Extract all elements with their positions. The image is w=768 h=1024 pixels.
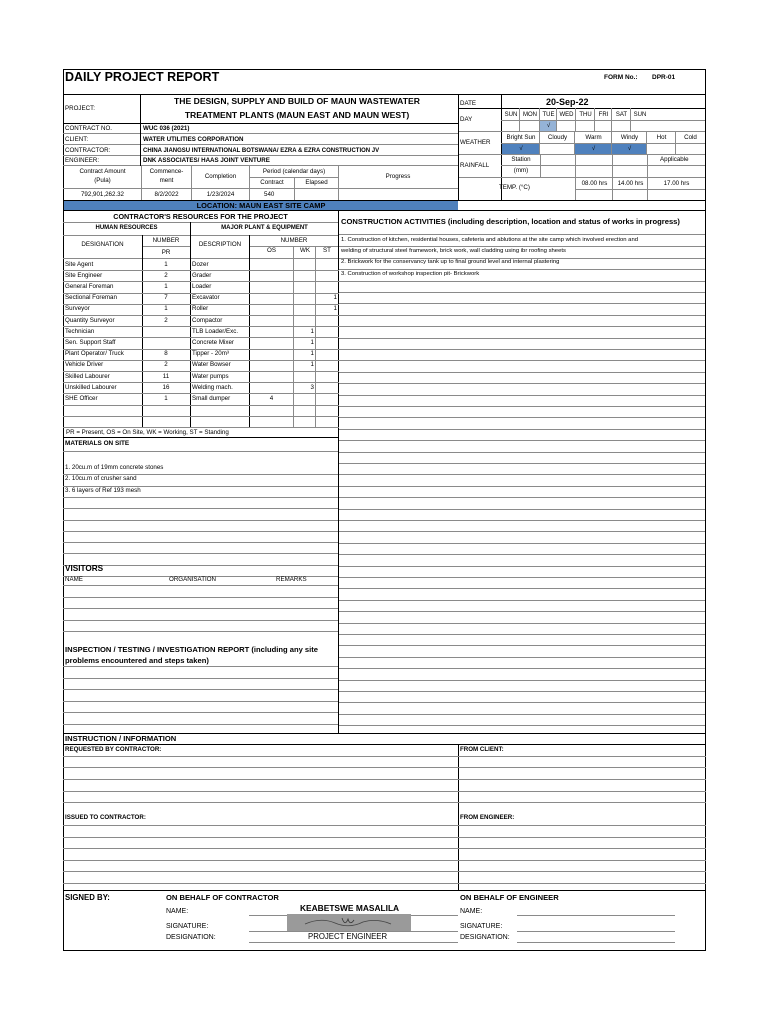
visitor-remarks-header: REMARKS (276, 576, 307, 583)
activity-row-line (339, 360, 705, 361)
activity-row-line (339, 303, 705, 304)
rain-applicable-label: Applicable (660, 156, 689, 163)
st-header: ST (323, 247, 331, 254)
client-label: CLIENT: (65, 136, 89, 143)
weather-checked-mark: √ (591, 146, 596, 152)
contract-amount-label-2: (Pula) (94, 177, 111, 184)
plant-description: Tipper - 20m³ (192, 350, 229, 358)
resource-designation: Plant Operator/ Truck (65, 350, 124, 358)
completion-label: Completion (204, 173, 237, 180)
weather-option-hot: Hot (656, 134, 667, 141)
weather-option-cold: Cold (684, 134, 697, 141)
engineer-signature-label: SIGNATURE: (460, 923, 503, 930)
resource-pr-count: 2 (164, 361, 168, 369)
activity-row-line (339, 429, 705, 430)
rain-station-label: Station (511, 156, 531, 163)
plant-description: Small dumper (192, 394, 231, 402)
activity-row-line (339, 281, 705, 282)
activity-row-line (339, 486, 705, 487)
project-title-line-1: THE DESIGN, SUPPLY AND BUILD OF MAUN WASTEWATER (174, 96, 420, 106)
plant-description: Water pumps (192, 372, 229, 380)
activities-title: CONSTRUCTION ACTIVITIES (including description, location and status of works in progress) (341, 217, 680, 226)
inspection-row-line (63, 678, 339, 679)
instruction-row-line (63, 837, 706, 838)
weather-option-warm: Warm (585, 134, 602, 141)
resource-pr-count: 2 (164, 271, 168, 279)
material-line: 1. 20cu.m of 19mm concrete stones (65, 464, 164, 471)
visitor-row-line (63, 608, 339, 609)
period-label: Period (calendar days) (262, 168, 326, 175)
day-sat: SAT (615, 112, 628, 118)
plant-description: Grader (192, 271, 212, 279)
instruction-row-line (63, 825, 706, 826)
resource-row-line (63, 405, 339, 406)
commencement-label-2: ment (159, 177, 174, 184)
resource-pr-count: 7 (164, 294, 168, 302)
activity-row-line (339, 588, 705, 589)
visitor-row-line (63, 620, 339, 621)
instruction-row-line (63, 791, 706, 792)
resource-designation: Unskilled Labourer (65, 383, 117, 391)
contract-amount: 792,901,262.32 (80, 191, 124, 198)
completion-date: 1/23/2024 (206, 191, 235, 198)
activity-row-line (339, 463, 705, 464)
period-elapsed-label: Elapsed (305, 179, 328, 186)
activity-row-line (339, 611, 705, 612)
plant-equipment-title: MAJOR PLANT & EQUIPMENT (221, 225, 308, 231)
activity-row-line (339, 440, 705, 441)
activity-row-line (339, 634, 705, 635)
period-contract-label: Contract (260, 179, 284, 186)
activity-line: 2. Brickwork for the conservancy tank up to final ground level and internal plastering (341, 259, 560, 266)
resource-designation: Surveyor (65, 305, 90, 313)
resource-row-line (63, 416, 339, 417)
activity-row-line (339, 406, 705, 407)
weather-option-bright-sun: Bright Sun (506, 134, 536, 141)
activity-row-line (339, 292, 705, 293)
weather-checked-mark: √ (519, 146, 523, 152)
activity-row-line (339, 566, 705, 567)
activity-line: 1. Construction of kitchen, residential houses, cafeteria and ablutions at the site camp which involved erection and (341, 236, 638, 243)
instruction-row-line (63, 883, 706, 884)
resource-designation: Sen. Support Staff (65, 338, 116, 346)
resource-row-line (63, 315, 339, 316)
plant-description: Welding mach. (192, 383, 233, 391)
resource-pr-count: 2 (164, 316, 168, 324)
activity-row-line (339, 714, 705, 715)
activity-line: welding of structural steel framework, brick work, wall cladding using ibr roofing sheets (341, 247, 566, 254)
day-sun: SUN (504, 112, 518, 118)
plant-description: Dozer (192, 260, 209, 268)
contractor-designation-label: DESIGNATION: (166, 934, 216, 941)
visitor-row-line (63, 585, 339, 586)
contract-no-label: CONTRACT NO. (65, 125, 112, 132)
instruction-row-line (63, 802, 706, 803)
issued-to-contractor-label: ISSUED TO CONTRACTOR: (65, 814, 146, 821)
resource-pr-count: 16 (162, 383, 170, 391)
activity-row-line (339, 554, 705, 555)
material-row-line (63, 531, 339, 532)
materials-title: MATERIALS ON SITE (65, 440, 130, 447)
visitor-row-line (63, 631, 339, 632)
plant-description: Excavator (192, 294, 220, 302)
project-label: PROJECT: (65, 105, 95, 112)
description-header: DESCRIPTION (198, 241, 242, 248)
visitor-organisation-header: ORGANISATION (169, 576, 216, 583)
activity-row-line (339, 543, 705, 544)
resource-designation: Quantity Surveyor (65, 316, 115, 324)
plant-wk-count: 3 (310, 383, 314, 391)
plant-description: Roller (192, 305, 209, 313)
resource-pr-count: 1 (164, 394, 168, 402)
material-row-line (63, 520, 339, 521)
inspection-row-line (63, 689, 339, 690)
date-label: DATE (460, 100, 477, 107)
form-number: DPR-01 (652, 74, 676, 81)
weather-option-windy: Windy (620, 134, 639, 141)
contractor-signature-label: SIGNATURE: (166, 923, 209, 930)
day-tue: TUE (542, 112, 555, 118)
activity-row-line (339, 349, 705, 350)
plant-description: Water Bowser (192, 361, 231, 369)
contractor-name-label: NAME: (166, 908, 189, 915)
activity-row-line (339, 577, 705, 578)
visitor-name-header: NAME (65, 576, 83, 583)
day-thu: THU (579, 112, 592, 118)
activity-row-line (339, 395, 705, 396)
visitor-row-line (63, 597, 339, 598)
activity-row-line (339, 657, 705, 658)
instruction-row-line (63, 767, 706, 768)
material-line: 3. 6 layers of Ref 193 mesh (65, 486, 141, 494)
instruction-title: INSTRUCTION / INFORMATION (65, 734, 177, 743)
day-fri: FRI (598, 112, 609, 118)
contractor-signature-heading: ON BEHALF OF CONTRACTOR (166, 893, 279, 902)
activity-row-line (339, 509, 705, 510)
activity-row-line (339, 680, 705, 681)
resource-designation: Skilled Labourer (65, 372, 110, 380)
temp-time-0800: 08.00 hrs (581, 180, 608, 187)
commencement-date: 8/2/2022 (154, 191, 179, 198)
contractor-name: CHINA JIANGSU INTERNATIONAL BOTSWANA/ EZRA & EZRA CONSTRUCTION JV (143, 148, 380, 154)
pr-header: PR (161, 249, 171, 256)
weather-label: WEATHER (460, 139, 491, 146)
rainfall-label: RAINFALL (460, 162, 490, 169)
plant-wk-count: 1 (310, 327, 314, 335)
activity-row-line (339, 623, 705, 624)
inspection-row-line (63, 666, 339, 667)
activity-row-line (339, 315, 705, 316)
resource-designation: SHE Officer (65, 394, 98, 402)
day-label: DAY (460, 116, 473, 123)
report-title: DAILY PROJECT REPORT (65, 70, 220, 84)
commencement-label-1: Commence- (149, 168, 184, 175)
material-row-line (63, 451, 339, 452)
resources-legend: PR = Present, OS = On Site, WK = Working, ST = Standing (66, 429, 229, 436)
resource-row-line (63, 371, 339, 372)
temp-time-1700: 17.00 hrs (663, 180, 690, 187)
resource-designation: Vehicle Driver (65, 361, 104, 369)
activity-row-line (339, 725, 705, 726)
activity-row-line (339, 338, 705, 339)
resource-pr-count: 1 (164, 305, 168, 313)
activity-row-line (339, 417, 705, 418)
resource-pr-count: 11 (162, 372, 170, 380)
day-mon: MON (523, 112, 537, 118)
activity-row-line (339, 452, 705, 453)
plant-description: TLB Loader/Exc. (192, 327, 239, 335)
contractor-signatory-designation: PROJECT ENGINEER (308, 932, 388, 941)
os-header: OS (267, 247, 276, 254)
from-engineer-label: FROM ENGINEER: (460, 814, 515, 821)
engineer-designation-label: DESIGNATION: (460, 934, 510, 941)
resource-pr-count: 1 (164, 282, 168, 290)
resource-designation: Site Agent (65, 260, 94, 268)
weather-option-cloudy: Cloudy (547, 134, 568, 141)
visitors-title: VISITORS (65, 564, 104, 573)
engineer-label: ENGINEER: (65, 157, 100, 164)
signed-by-label: SIGNED BY: (65, 893, 110, 902)
resource-row-line (63, 427, 339, 428)
activity-row-line (339, 691, 705, 692)
resource-designation: Sectional Foreman (65, 294, 117, 302)
plant-description: Compactor (192, 316, 223, 324)
plant-wk-count: 1 (310, 361, 314, 369)
instruction-row-line (63, 848, 706, 849)
plant-description: Concrete Mixer (192, 338, 234, 346)
instruction-row-line (63, 871, 706, 872)
contractor-label: CONTRACTOR: (65, 147, 111, 154)
project-title-line-2: TREATMENT PLANTS (MAUN EAST AND MAUN WEST) (184, 110, 410, 120)
inspection-title-line-2: problems encountered and steps taken) (65, 656, 209, 665)
plant-wk-count: 1 (310, 350, 314, 358)
activity-row-line (339, 702, 705, 703)
contract-no: WUC 036 (2021) (143, 125, 190, 132)
rain-mm-label: (mm) (513, 167, 529, 174)
contractor-signature-stamp (287, 914, 411, 931)
instruction-row-line (63, 779, 706, 780)
number-header-plant: NUMBER (280, 237, 308, 244)
plant-st-count: 1 (333, 305, 337, 313)
activity-row-line (339, 600, 705, 601)
weather-checked-mark: √ (627, 146, 632, 152)
activity-row-line (339, 531, 705, 532)
contract-amount-label-1: Contract Amount (79, 168, 126, 175)
instruction-row-line (63, 860, 706, 861)
activity-row-line (339, 645, 705, 646)
resource-pr-count: 1 (164, 260, 168, 268)
resource-designation: General Foreman (65, 282, 114, 290)
instruction-row-line (63, 756, 706, 757)
report-date: 20-Sep-22 (546, 97, 589, 107)
activity-row-line (339, 474, 705, 475)
progress-label: Progress (385, 173, 411, 180)
from-client-label: FROM CLIENT: (460, 746, 504, 753)
human-resources-title: HUMAN RESOURCES (95, 225, 158, 231)
resource-designation: Technician (65, 327, 95, 335)
day-wed: WED (559, 112, 574, 118)
engineer-name-label: NAME: (460, 908, 483, 915)
period-contract-days: 540 (264, 191, 275, 198)
wk-header: WK (300, 247, 310, 254)
plant-os-count: 4 (269, 394, 274, 402)
activity-row-line (339, 497, 705, 498)
inspection-title-line-1: INSPECTION / TESTING / INVESTIGATION REPORT (including any site (65, 645, 319, 654)
activity-row-line (339, 520, 705, 521)
form-number-label: FORM No.: (604, 74, 638, 81)
plant-st-count: 1 (333, 294, 337, 302)
activity-line: 3. Construction of workshop inspection pit- Brickwork (341, 270, 480, 277)
location: LOCATION: MAUN EAST SITE CAMP (196, 201, 326, 210)
temp-time-1400: 14.00 hrs (617, 180, 644, 187)
inspection-row-line (63, 724, 339, 725)
inspection-row-line (63, 712, 339, 713)
plant-description: Loader (192, 282, 212, 290)
resource-pr-count: 8 (164, 350, 168, 358)
day-selected-check: √ (546, 123, 551, 129)
day-sun: SUN (633, 112, 647, 118)
engineer-signature-heading: ON BEHALF OF ENGINEER (460, 893, 559, 902)
activity-row-line (339, 383, 705, 384)
number-header-hr: NUMBER (152, 237, 180, 244)
resource-designation: Site Engineer (65, 271, 103, 279)
activity-row-line (339, 372, 705, 373)
material-row-line (63, 508, 339, 509)
resources-title: CONTRACTOR'S RESOURCES FOR THE PROJECT (113, 212, 288, 221)
engineer-name: DNK ASSOCIATES/ HAAS JOINT VENTURE (143, 157, 270, 164)
contractor-signatory-name: KEABETSWE MASALILA (300, 903, 400, 913)
material-row-line (63, 565, 339, 566)
temperature-label: TEMP. (°C) (499, 184, 530, 191)
material-row-line (63, 497, 339, 498)
inspection-row-line (63, 701, 339, 702)
material-row-line (63, 553, 339, 554)
plant-wk-count: 1 (310, 338, 314, 346)
activity-row-line (339, 668, 705, 669)
client-name: WATER UTILITIES CORPORATION (143, 136, 244, 143)
activity-row-line (339, 326, 705, 327)
material-line: 2. 10cu.m of crusher sand (65, 475, 137, 483)
material-row-line (63, 542, 339, 543)
requested-by-contractor-label: REQUESTED BY CONTRACTOR: (65, 746, 162, 753)
designation-header: DESIGNATION (81, 241, 124, 248)
